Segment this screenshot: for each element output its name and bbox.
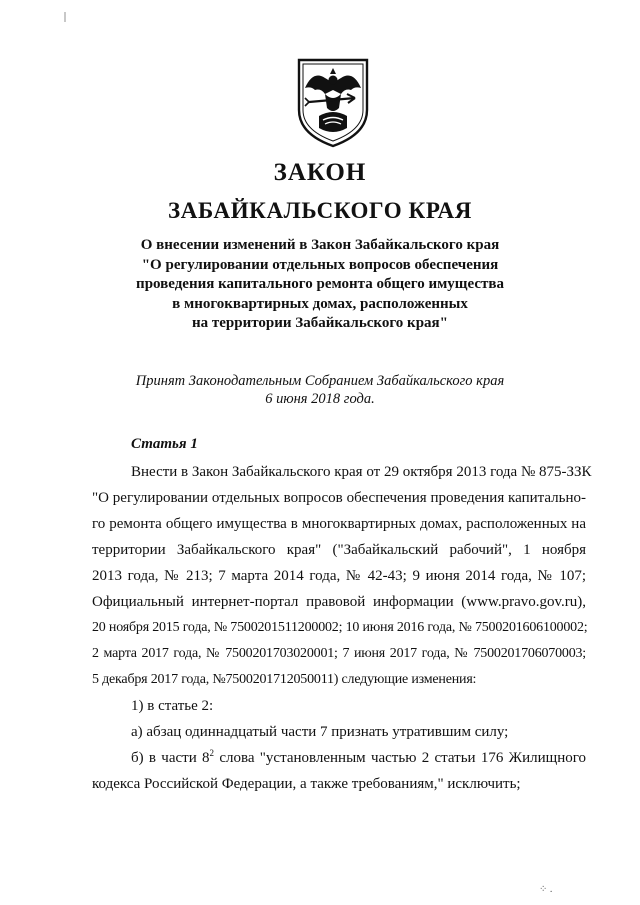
- document-title-region: ЗАБАЙКАЛЬСКОГО КРАЯ: [168, 198, 472, 223]
- adoption-line: Принят Законодательным Собранием Забайкальского края: [135, 373, 505, 389]
- adoption-note: [0, 372, 640, 408]
- adoption-date: 6 июня 2018 года.: [265, 391, 375, 407]
- document-subtitle: [0, 236, 640, 334]
- body-line: территории Забайкальского края" ("Забайкальский рабочий", 1 ноября: [92, 542, 586, 558]
- list-item: а) абзац одиннадцатый части 7 признать утратившим силу;: [131, 724, 509, 740]
- item-b-text: слова "установленным частью 2 статьи 176 Жилищного: [214, 750, 586, 766]
- list-item: 1) в статье 2:: [131, 698, 214, 714]
- coat-of-arms-icon: [295, 58, 371, 148]
- body-line: го ремонта общего имущества в многоквартирных домах, расположенных на: [92, 516, 586, 532]
- subtitle-line: в многоквартирных домах, расположенных: [172, 295, 468, 312]
- body-line: кодекса Российской Федерации, а также требованиям," исключить;: [92, 776, 521, 792]
- body-line: 2 марта 2017 года, № 7500201703020001; 7 июня 2017 года, № 7500201706070003;: [92, 646, 586, 661]
- document-title: ЗАКОН: [273, 159, 367, 186]
- list-item: [131, 749, 586, 767]
- subtitle-line: на территории Забайкальского края": [192, 315, 448, 331]
- body-line: 2013 года, № 213; 7 марта 2014 года, № 42-43; 9 июня 2014 года, № 107;: [92, 568, 586, 584]
- subtitle-line: О внесении изменений в Закон Забайкальского края: [140, 237, 500, 253]
- item-b-superscript: 2: [209, 748, 215, 758]
- body-line: Внести в Закон Забайкальского края от 29 октября 2013 года № 875-ЗЗК: [131, 464, 592, 480]
- scan-marks: ⁘ .: [539, 884, 553, 895]
- subtitle-line: проведения капитального ремонта общего имущества: [136, 276, 504, 292]
- body-line: 5 декабря 2017 года, №7500201712050011) следующие изменения:: [92, 672, 477, 687]
- article-heading: Статья 1: [131, 436, 198, 452]
- subtitle-line: "О регулировании отдельных вопросов обеспечения: [141, 256, 499, 273]
- body-line: Официальный интернет-портал правовой информации (www.pravo.gov.ru),: [92, 594, 586, 610]
- item-b-prefix: б) в части 8: [131, 750, 210, 766]
- body-line: "О регулировании отдельных вопросов обеспечения проведения капитально-: [92, 490, 586, 506]
- scan-mark: [64, 12, 66, 22]
- body-line: 20 ноября 2015 года, № 7500201511200002; 10 июня 2016 года, № 7500201606100002;: [92, 620, 588, 635]
